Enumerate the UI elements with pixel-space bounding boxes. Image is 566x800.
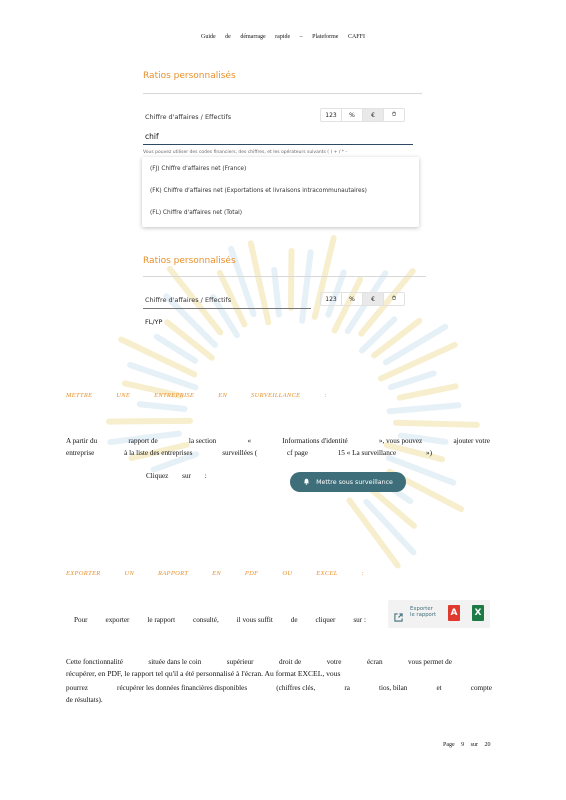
surveillance-text-line1 (66, 436, 490, 447)
text-fragment: cliquer (315, 616, 336, 624)
format-number-button[interactable]: 123 (325, 111, 337, 119)
text-fragment: vous permet de (408, 658, 452, 666)
page-header: Guide de démarrage rapide – Plateforme CAFFI (201, 34, 365, 40)
text-fragment: entreprise (66, 449, 95, 457)
text-fragment: exporter (105, 616, 130, 624)
export-label-1: Exporter (410, 606, 433, 612)
watermark-ray (391, 373, 434, 387)
watermark-ray (400, 386, 456, 397)
formula-help-text: Vous pouvez utiliser des codes financiers, des chiffres, et les opérateurs suivants ( ) + / * - (143, 150, 348, 155)
surveillance-text-line2 (66, 448, 432, 459)
text-fragment: à la liste des entreprises (124, 449, 193, 457)
text-fragment: Pour (74, 616, 88, 624)
export-toolbar (388, 600, 490, 628)
text-fragment: Cette fonctionnalité (66, 658, 123, 666)
text-fragment: », vous pouvez (378, 437, 423, 445)
paragraph-line4: de résultats). (66, 696, 103, 704)
panel1-format-toggle (320, 108, 405, 122)
watermark-ray (390, 405, 459, 411)
text-fragment: ajouter votre (453, 437, 490, 445)
text-fragment: cf page (286, 449, 308, 457)
paragraph-line1 (66, 657, 452, 668)
export-text-line1 (74, 615, 366, 626)
click-instruction: Cliquez sur : (146, 472, 207, 480)
autocomplete-option[interactable]: (FJ) Chiffre d'affaires net (France) (150, 166, 247, 172)
text-fragment: votre (326, 658, 342, 666)
pdf-export-icon[interactable]: A (448, 605, 460, 621)
text-fragment: compte (470, 684, 492, 692)
watermark-ray (140, 404, 185, 409)
formula-input-underline (143, 144, 413, 145)
text-fragment: pourrez (66, 684, 88, 692)
panel2-field-label: Chiffre d'affaires / Effectifs (145, 296, 232, 304)
panel2-title: Ratios personnalisés (143, 256, 236, 266)
watermark-ray (386, 327, 445, 363)
watermark-ray (167, 322, 212, 357)
text-fragment: tios, bilan (379, 684, 408, 692)
surveillance-button[interactable] (290, 472, 406, 492)
text-fragment: écran (366, 658, 383, 666)
text-fragment: 15 « La surveillance (337, 449, 397, 457)
excel-export-icon[interactable]: X (472, 605, 484, 621)
text-fragment: de (290, 616, 298, 624)
format-number-button[interactable]: 123 (325, 295, 337, 303)
bell-icon (303, 478, 310, 487)
text-fragment: consulté, (193, 616, 219, 624)
page-number: Page 9 sur 20 (443, 742, 491, 748)
watermark-ray (302, 252, 310, 320)
text-fragment: rapport de (128, 437, 158, 445)
format-percent-button[interactable]: % (341, 109, 362, 121)
text-fragment: surveillées ( (222, 449, 258, 457)
formula-display: FL/YP (145, 318, 163, 326)
format-time-button[interactable]: ⏱ (383, 293, 404, 305)
panel1-title: Ratios personnalisés (143, 71, 236, 81)
autocomplete-dropdown (142, 157, 419, 227)
panel2-format-toggle (320, 292, 405, 306)
surveillance-button-label: Mettre sous surveillance (316, 478, 393, 486)
export-label-2: le rapport (410, 612, 437, 618)
text-fragment: ») (425, 449, 432, 457)
autocomplete-option[interactable]: (FL) Chiffre d'affaires net (Total) (150, 210, 243, 216)
text-fragment: située dans le coin (148, 658, 202, 666)
watermark-ray (121, 339, 194, 374)
watermark-ray (374, 321, 419, 356)
formula-input[interactable]: chif (145, 132, 159, 141)
watermark-ray (396, 423, 477, 425)
watermark-ray (109, 421, 190, 422)
text-fragment: la section (188, 437, 217, 445)
watermark-ray (366, 502, 413, 552)
format-euro-button[interactable]: € (362, 293, 383, 305)
paragraph-line2: récupérer, en PDF, le rapport tel qu'il a été personnalisé à l'écran. Au format EXCEL, vous (66, 669, 341, 678)
watermark-ray (371, 489, 414, 526)
section-heading-export: EXPORTER UN RAPPORT EN PDF OU EXCEL : (66, 570, 364, 577)
panel2-divider (143, 276, 426, 277)
format-time-button[interactable]: ⏱ (383, 109, 404, 121)
text-fragment: droit de (279, 658, 302, 666)
panel1-divider (143, 93, 422, 94)
text-fragment: et (436, 684, 442, 692)
text-fragment: Informations d'identité (282, 437, 348, 445)
text-fragment: « (247, 437, 252, 445)
text-fragment: A partir du (66, 437, 98, 445)
text-fragment: récupérer les données financières disponibles (117, 684, 248, 692)
paragraph-line3 (66, 683, 492, 694)
panel2-label-underline (143, 308, 311, 309)
export-icon (394, 609, 403, 627)
text-fragment: il vous suffit (236, 616, 273, 624)
text-fragment: supérieur (226, 658, 254, 666)
panel1-field-label: Chiffre d'affaires / Effectifs (145, 113, 232, 121)
autocomplete-option[interactable]: (FK) Chiffre d'affaires net (Exportations et livraisons intracommunautaires) (150, 188, 367, 194)
text-fragment: ra (344, 684, 350, 692)
text-fragment: sur : (353, 616, 366, 624)
text-fragment: (chiffres clés, (276, 684, 316, 692)
section-heading-surveillance: METTRE UNE ENTREPRISE EN SURVEILLANCE : (66, 392, 327, 399)
text-fragment: le rapport (147, 616, 176, 624)
format-percent-button[interactable]: % (341, 293, 362, 305)
format-euro-button[interactable]: € (362, 109, 383, 121)
